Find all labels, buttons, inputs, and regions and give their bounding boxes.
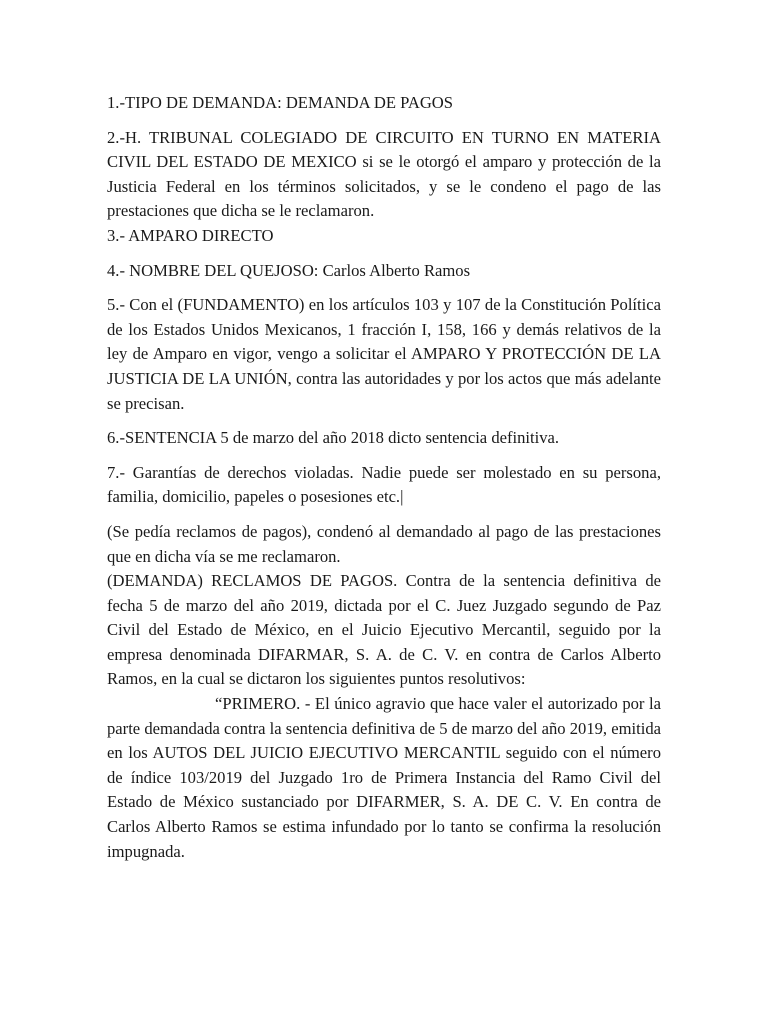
paragraph-garantias: 7.- Garantías de derechos violadas. Nadie puede ser molestado en su persona, familia, domicilio, papeles o posesiones etc.| xyxy=(107,462,661,507)
paragraph-fundamento: 5.- Con el (FUNDAMENTO) en los artículos 103 y 107 de la Constitución Política de los Estados Unidos Mexicanos, 1 fracción I, 158, 166 y demás relativos de la ley de Amparo en vigor, vengo a solicitar el AMPARO Y PROTECCIÓN DE LA JUSTICIA DE LA UNIÓN, contra las autoridades y por los actos que más adelante se precisan. xyxy=(107,295,661,413)
paragraph-primero: “PRIMERO. - El único agravio que hace valer el autorizado por la parte demandada contra la sentencia definitiva de 5 de marzo del año 2019, emitida en los AUTOS DEL JUICIO EJECUTIVO MERCANTIL seguido con el número de índice 103/2019 del Juzgado 1ro de Primera Instancia del Ramo Civil del Estado de México sustanciado por DIFARMER, S. A. DE C. V. En contra de Carlos Alberto Ramos se estima infundado por lo tanto se confirma la resolución impugnada. xyxy=(107,694,661,861)
paragraph-demanda: (DEMANDA) RECLAMOS DE PAGOS. Contra de la sentencia definitiva de fecha 5 de marzo del año 2019, dictada por el C. Juez Juzgado segundo de Paz Civil del Estado de México, en el Juicio Ejecutivo Mercantil, seguido por la empresa denominada DIFARMAR, S. A. de C. V. en contra de Carlos Alberto Ramos, en la cual se dictaron los siguientes puntos resolutivos: xyxy=(107,571,661,689)
paragraph-reclamos: (Se pedía reclamos de pagos), condenó al demandado al pago de las prestaciones que en dicha vía se me reclamaron. xyxy=(107,521,661,566)
document-body xyxy=(107,91,661,864)
paragraph-nombre-quejoso: 4.- NOMBRE DEL QUEJOSO: Carlos Alberto Ramos xyxy=(107,260,471,280)
paragraph-tribunal: 2.-H. TRIBUNAL COLEGIADO DE CIRCUITO EN TURNO EN MATERIA CIVIL DEL ESTADO DE MEXICO si se le otorgó el amparo y protección de la Justicia Federal en los términos solicitados, y se le condeno el pago de las prestaciones que dicha se le reclamaron. xyxy=(107,127,661,221)
paragraph-sentencia: 6.-SENTENCIA 5 de marzo del año 2018 dicto sentencia definitiva. xyxy=(107,428,560,448)
paragraph-tipo-de-demanda: 1.-TIPO DE DEMANDA: DEMANDA DE PAGOS xyxy=(107,93,454,112)
paragraph-amparo-directo: 3.- AMPARO DIRECTO xyxy=(107,225,274,245)
